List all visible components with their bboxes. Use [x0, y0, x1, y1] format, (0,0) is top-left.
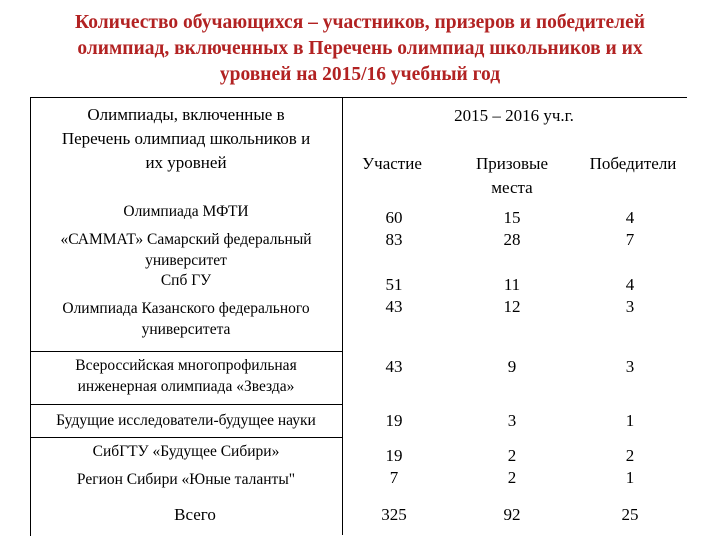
participation-cell: 43: [385, 357, 403, 376]
table-divider: [30, 351, 342, 352]
column-header-year: 2015 – 2016 уч.г.: [454, 106, 574, 125]
column-header-participation: Участие: [362, 154, 422, 173]
olympiad-name: Всероссийская многопрофильная инженерная олимпиада «Звезда»: [75, 357, 297, 395]
total-prize: 92: [503, 505, 521, 524]
participation-cell: 51 43: [385, 275, 403, 316]
olympiad-name: Будущие исследователи-будущее науки: [56, 412, 316, 429]
winners-cell: 4 3: [625, 275, 635, 316]
olympiad-name: «САММАТ» Самарский федеральный университет: [60, 231, 312, 269]
column-header-olympiads: Олимпиады, включенные в Перечень олимпиад школьников и их уровней: [61, 105, 311, 172]
participation-cell: 19 7: [385, 446, 403, 487]
title-line-3: уровней на 2015/16 учебный год: [219, 64, 501, 85]
winners-cell: 4 7: [625, 208, 635, 249]
olympiad-name: Регион Сибири «Юные таланты": [76, 471, 296, 488]
winners-cell: 3: [625, 357, 635, 376]
table-divider: [30, 437, 342, 438]
column-header-prize-places: Призовые места: [476, 154, 548, 197]
winners-cell: 1: [625, 411, 635, 430]
prize-cell: 2 2: [507, 446, 517, 487]
table-divider: [30, 404, 342, 405]
table-divider: [342, 97, 343, 535]
prize-cell: 3: [507, 411, 517, 430]
participation-cell: 60 83: [385, 208, 403, 249]
title-line-1: Количество обучающихся – участников, призеров и победителей: [75, 12, 645, 33]
prize-cell: 9: [507, 357, 517, 376]
prize-cell: 11 12: [503, 275, 521, 316]
page-title: [20, 10, 700, 88]
winners-cell: 2 1: [625, 446, 635, 487]
total-winners: 25: [621, 505, 639, 524]
total-participation: 325: [381, 505, 407, 524]
olympiad-name: Олимпиада Казанского федерального университета: [62, 300, 310, 338]
olympiad-name: Олимпиада МФТИ: [123, 203, 249, 220]
olympiad-name: Спб ГУ: [160, 272, 212, 289]
prize-cell: 15 28: [503, 208, 521, 249]
total-label: Всего: [174, 505, 216, 524]
title-line-2: олимпиад, включенных в Перечень олимпиад школьников и их: [77, 38, 643, 59]
participation-cell: 19: [385, 411, 403, 430]
olympiad-name: СибГТУ «Будущее Сибири»: [92, 443, 280, 460]
column-header-winners: Победители: [589, 154, 677, 173]
